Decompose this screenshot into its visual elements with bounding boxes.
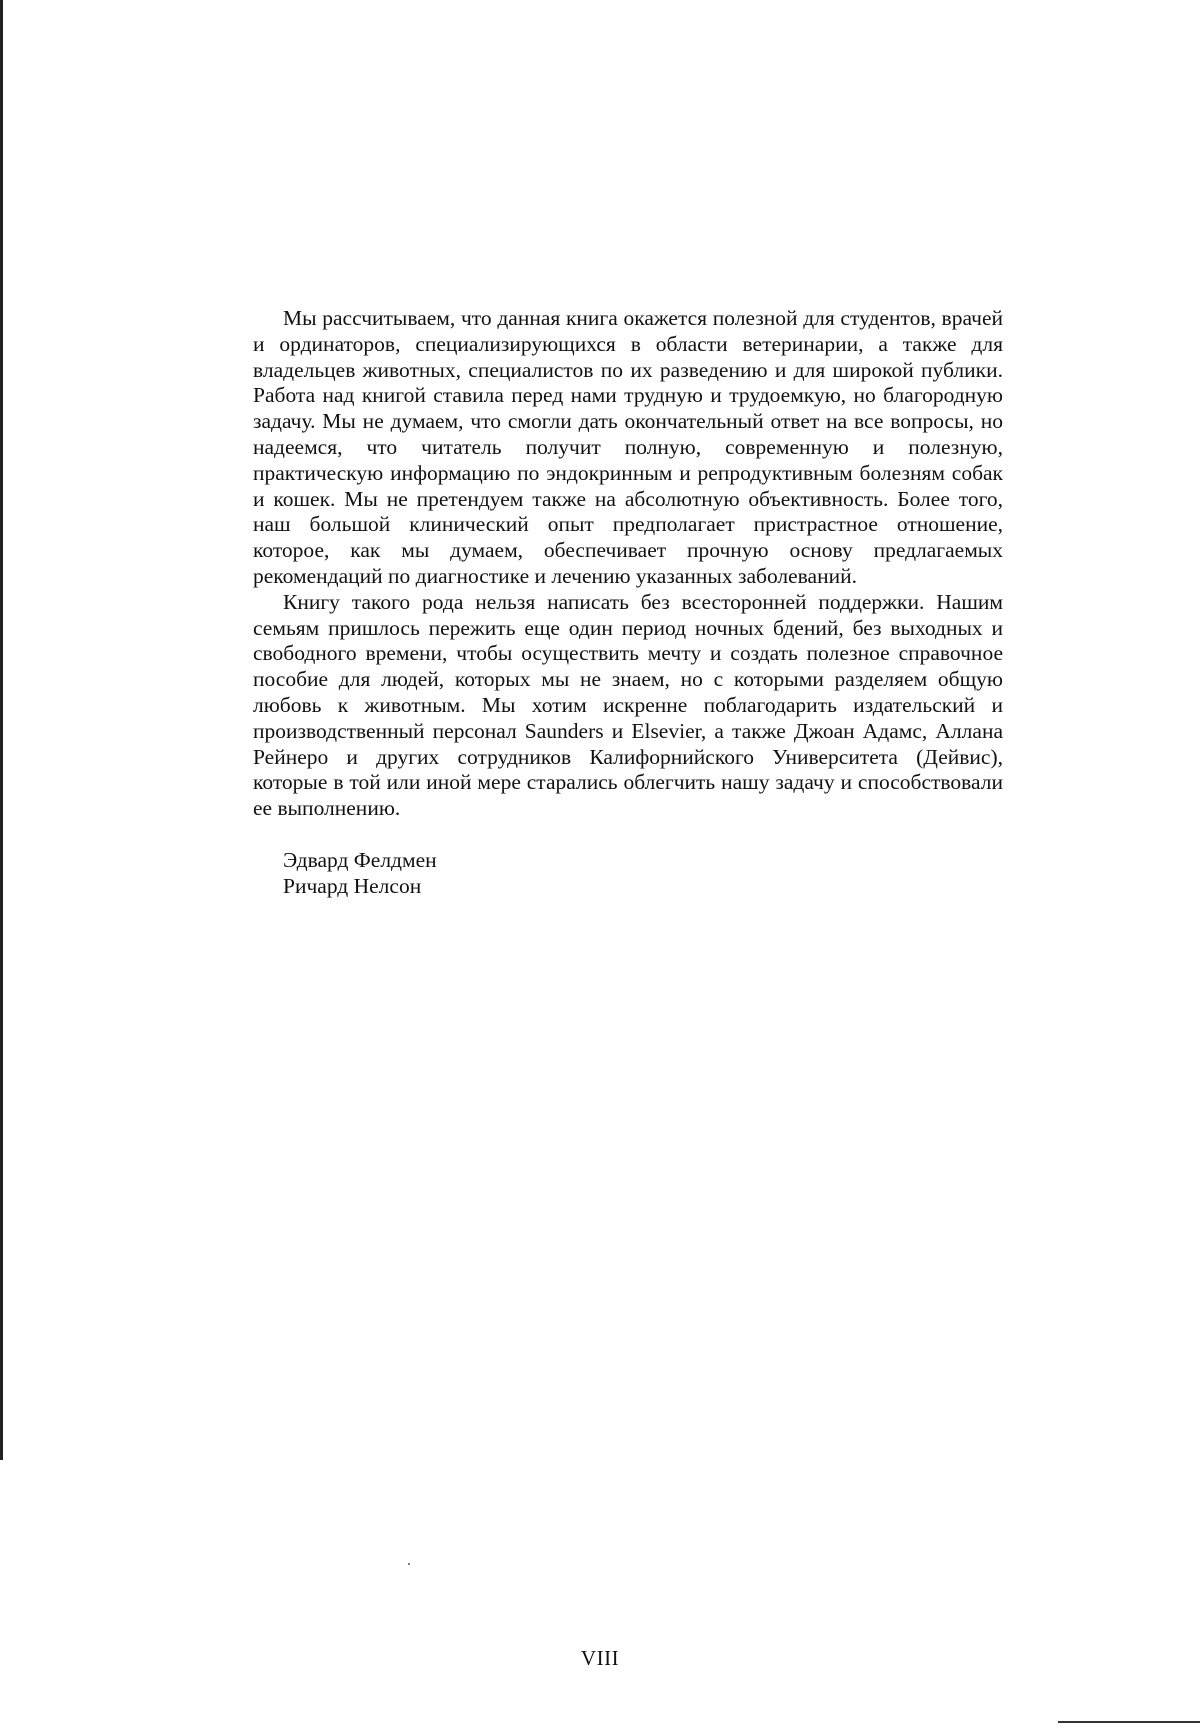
signature-author-2: Ричард Нелсон [283, 873, 422, 898]
preface-paragraph-2: Книгу такого рода нельзя написать без всесторонней поддержки. Нашим семьям пришлось пережить еще один период ночных бдений, без выходных и свободного времени, чтобы осуществить мечту и создать полезное справочное пособие для людей, которых мы не знаем, но с которыми разделяем общую любовь к животным. Мы хотим искренне поблагодарить издательский и производственный персонал Saunders и Elsevier, а также Джоан Адамс, Аллана Рейнеро и других сотрудников Калифорнийского Университета (Дейвис), которые в той или иной мере старались облегчить нашу задачу и способствовали ее выполнению. [253, 589, 1003, 821]
preface-text-block [253, 306, 1003, 900]
scan-edge-bottom [1058, 1721, 1200, 1723]
page-number: VIII [580, 1646, 620, 1670]
signature-author-1: Эдвард Фелдмен [283, 847, 437, 872]
scan-edge-left [0, 0, 3, 1460]
preface-paragraph-1: Мы рассчитываем, что данная книга окажется полезной для студентов, врачей и ординаторов, специализирующихся в области ветеринарии, а также для владельцев животных, специалистов по их разведению и для широкой публики. Работа над книгой ставила перед нами трудную и трудоемкую, но благородную задачу. Мы не думаем, что смогли дать окончательный ответ на все вопросы, но надеемся, что читатель получит полную, современную и полезную, практическую информацию по эндокринным и репродуктивным болезням собак и кошек. Мы не претендуем также на абсолютную объективность. Более того, наш большой клинический опыт предполагает пристрастное отношение, которое, как мы думаем, обеспечивает прочную основу предлагаемых рекомендаций по диагностике и лечению указанных заболеваний. [253, 306, 1003, 588]
scan-speck [408, 1563, 410, 1565]
signature-block [253, 848, 1003, 900]
